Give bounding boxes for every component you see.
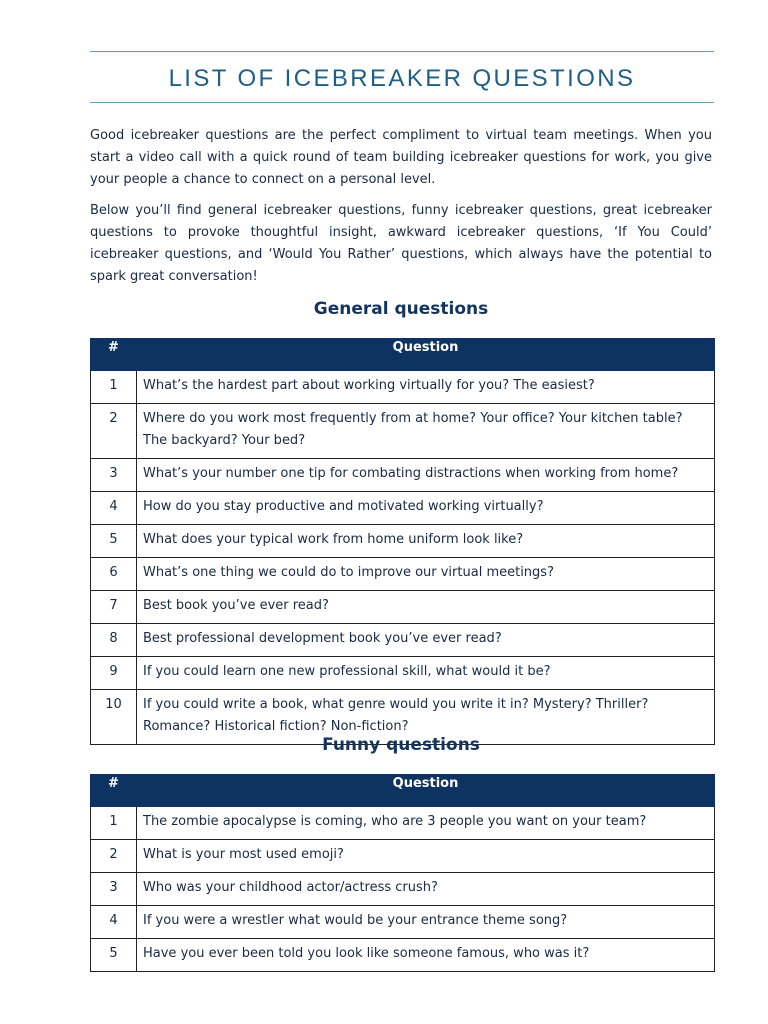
row-number: 4 (91, 492, 137, 525)
row-question: Have you ever been told you look like someone famous, who was it? (137, 939, 715, 972)
column-header-question: Question (137, 339, 715, 371)
row-number: 3 (91, 459, 137, 492)
row-question: What’s your number one tip for combating distractions when working from home? (137, 459, 715, 492)
intro-paragraph-2: Below you’ll find general icebreaker questions, funny icebreaker questions, great icebreaker questions to provoke thoughtful insight, awkward icebreaker questions, ‘If You Could’ icebreaker questions, and ‘Would You Rather’ questions, which always have the potential to spark great conversation! (90, 203, 712, 284)
row-question: If you could learn one new professional skill, what would it be? (137, 657, 715, 690)
table-row (91, 404, 715, 459)
row-question: Best book you’ve ever read? (137, 591, 715, 624)
table-row (91, 624, 715, 657)
table-row (91, 525, 715, 558)
row-number: 4 (91, 906, 137, 939)
intro-paragraph-1: Good icebreaker questions are the perfect compliment to virtual team meetings. When you start a video call with a quick round of team building icebreaker questions for work, you give your people a chance to connect on a personal level. (90, 128, 712, 187)
row-question: What’s one thing we could do to improve our virtual meetings? (137, 558, 715, 591)
row-question: How do you stay productive and motivated working virtually? (137, 492, 715, 525)
row-number: 6 (91, 558, 137, 591)
table-header-row (91, 339, 715, 371)
row-question: Best professional development book you’ve ever read? (137, 624, 715, 657)
general-questions-table (90, 338, 715, 745)
column-header-number: # (91, 775, 137, 807)
row-number: 5 (91, 525, 137, 558)
intro-text (90, 125, 712, 297)
table-row (91, 371, 715, 404)
table-row (91, 873, 715, 906)
table-row (91, 492, 715, 525)
table-row (91, 591, 715, 624)
table-row (91, 840, 715, 873)
row-question: What does your typical work from home uniform look like? (137, 525, 715, 558)
table-row (91, 657, 715, 690)
row-number: 2 (91, 840, 137, 873)
row-number: 7 (91, 591, 137, 624)
table-row (91, 558, 715, 591)
column-header-question: Question (137, 775, 715, 807)
page-title: LIST OF ICEBREAKER QUESTIONS (168, 65, 636, 92)
table-header-row (91, 775, 715, 807)
row-question: Where do you work most frequently from at home? Your office? Your kitchen table? The backyard? Your bed? (137, 404, 715, 459)
row-number: 9 (91, 657, 137, 690)
row-question: Who was your childhood actor/actress crush? (137, 873, 715, 906)
row-number: 8 (91, 624, 137, 657)
row-number: 3 (91, 873, 137, 906)
row-number: 10 (91, 690, 137, 745)
row-question: If you were a wrestler what would be your entrance theme song? (137, 906, 715, 939)
row-question: What is your most used emoji? (137, 840, 715, 873)
title-block (90, 51, 714, 103)
funny-questions-table (90, 774, 715, 972)
row-number: 1 (91, 371, 137, 404)
table-row (91, 807, 715, 840)
row-question: The zombie apocalypse is coming, who are 3 people you want on your team? (137, 807, 715, 840)
table-row (91, 939, 715, 972)
row-question: What’s the hardest part about working virtually for you? The easiest? (137, 371, 715, 404)
funny-questions-heading: Funny questions (322, 735, 480, 755)
table-row (91, 459, 715, 492)
row-question: If you could write a book, what genre would you write it in? Mystery? Thriller? Romance? Historical fiction? Non-fiction? (137, 690, 715, 745)
row-number: 5 (91, 939, 137, 972)
table-row (91, 906, 715, 939)
row-number: 1 (91, 807, 137, 840)
general-questions-heading: General questions (313, 299, 489, 319)
row-number: 2 (91, 404, 137, 459)
column-header-number: # (91, 339, 137, 371)
